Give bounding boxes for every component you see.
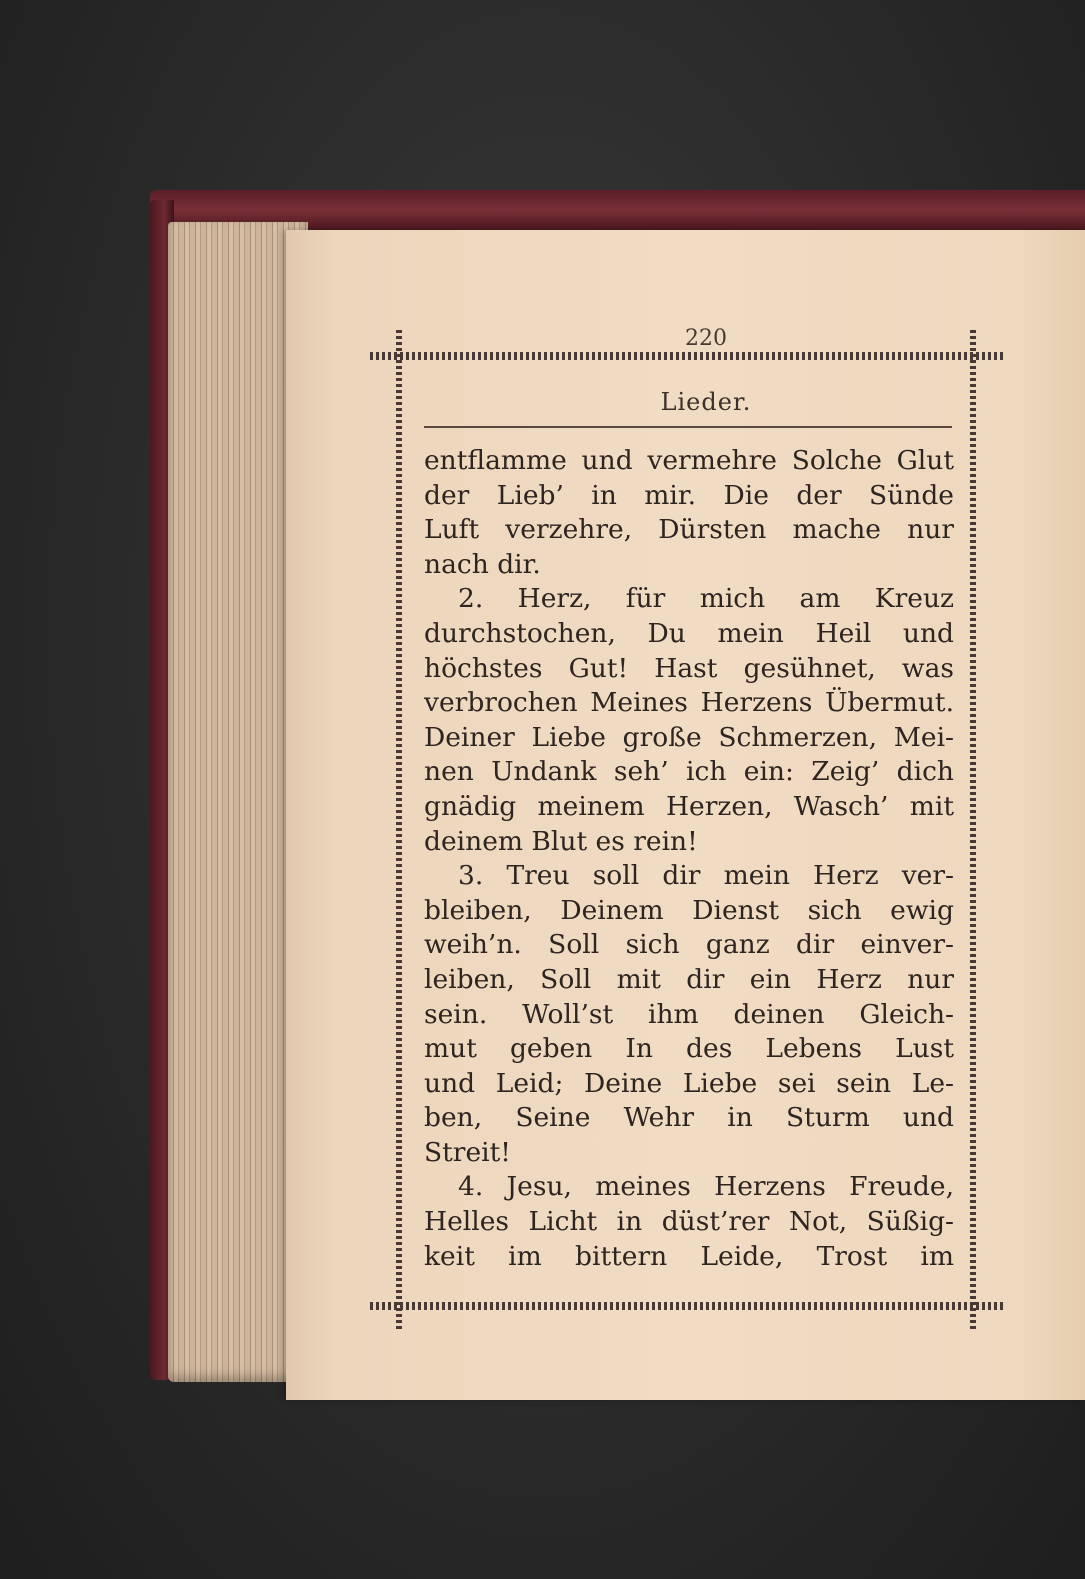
text-line: Deiner Liebe große Schmerzen, Mei- — [424, 721, 954, 753]
running-header: Lieder. — [660, 388, 752, 416]
frame-bottom-border — [370, 1302, 1006, 1310]
frame-right-border — [970, 330, 976, 1330]
text-line: sein. Woll’st ihm deinen Gleich- — [424, 998, 954, 1030]
text-line: höchstes Gut! Hast gesühnet, was — [424, 652, 954, 684]
text-line: nen Undank seh’ ich ein: Zeig’ dich — [424, 756, 954, 788]
frame-left-border — [396, 330, 402, 1330]
text-line: weih’n. Soll sich ganz dir einver- — [424, 929, 954, 961]
book-page — [286, 230, 1085, 1400]
text-line: Luft verzehre, Dürsten mache nur — [424, 514, 954, 546]
text-line: mut geben In des Lebens Lust — [424, 1033, 954, 1065]
page-number: 220 — [685, 326, 727, 351]
text-line: verbrochen Meines Herzens Übermut. — [424, 687, 954, 719]
text-line: und Leid; Deine Liebe sei sein Le- — [424, 1067, 954, 1099]
text-line: entflamme und vermehre Solche Glut — [424, 445, 954, 476]
text-line: nach dir. — [424, 548, 541, 580]
text-line: durchstochen, Du mein Heil und — [424, 617, 954, 649]
text-line: keit im bittern Leide, Trost im — [424, 1240, 954, 1272]
text-line: 4. Jesu, meines Herzens Freude, — [458, 1171, 954, 1203]
text-line: 3. Treu soll dir mein Herz ver- — [458, 860, 954, 892]
text-line: der Lieb’ in mir. Die der Sünde — [424, 479, 954, 511]
header-rule — [424, 426, 952, 428]
text-line: 2. Herz, für mich am Kreuz — [458, 583, 954, 615]
text-line: ben, Seine Wehr in Sturm und — [424, 1102, 954, 1134]
text-line: deinem Blut es rein! — [424, 825, 698, 857]
text-line: gnädig meinem Herzen, Wasch’ mit — [424, 790, 954, 822]
text-line: Streit! — [424, 1136, 511, 1168]
frame-top-border — [370, 352, 1006, 360]
text-line: bleiben, Deinem Dienst sich ewig — [424, 894, 954, 926]
hymn-text — [424, 444, 954, 1274]
text-line: leiben, Soll mit dir ein Herz nur — [424, 963, 954, 995]
text-line: Helles Licht in düst’rer Not, Süßig- — [424, 1206, 954, 1238]
